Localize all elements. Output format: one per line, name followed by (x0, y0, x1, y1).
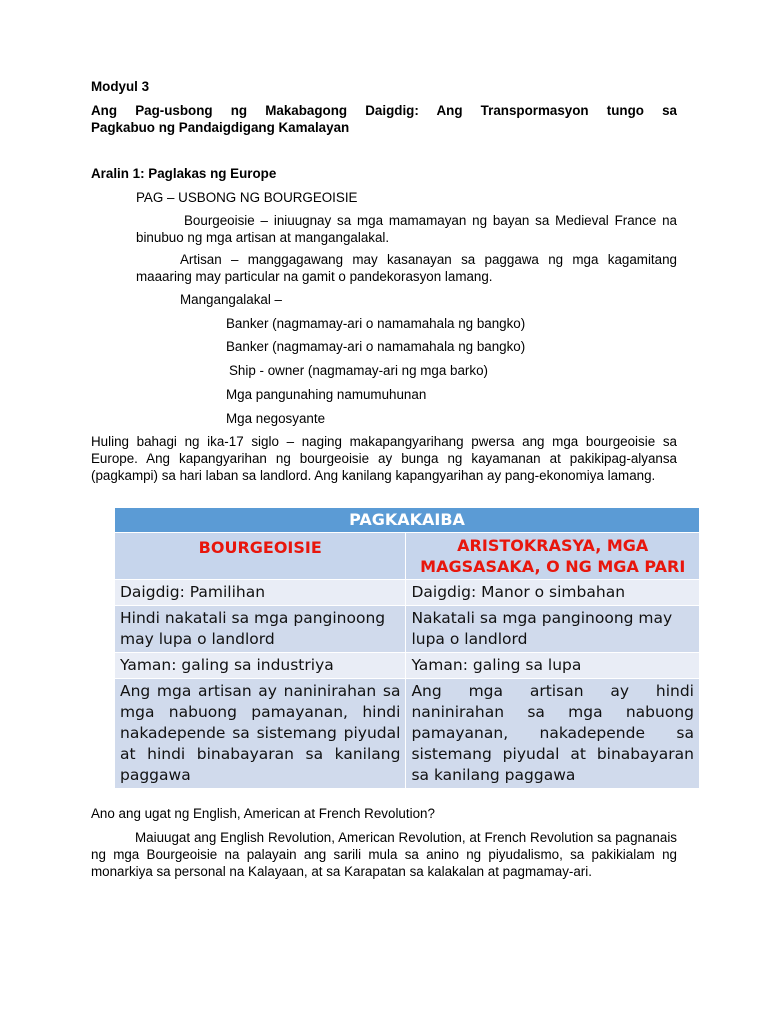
artisan-definition: Artisan – manggagawang may kasanayan sa paggawa ng mga kagamitang maaaring may particular na gamit o pandekorasyon lamang. (136, 252, 677, 284)
column-header-bourgeoisie: BOURGEOISIE (115, 533, 406, 580)
table-cell: Nakatali sa mga panginoong may lupa o landlord (406, 606, 700, 653)
table-cell: Ang mga artisan ay hindi naninirahan sa mga nabuong pamayanan, nakadepende sa sistemang piyudal at binabayaran sa kanilang paggawa (406, 679, 700, 789)
section-heading: PAG – USBONG NG BOURGEOISIE (136, 190, 358, 205)
mangangalakal-item: Mga pangunahing namumuhunan (226, 387, 427, 402)
mangangalakal-item: Banker (nagmamay-ari o namamahala ng bangko) (226, 316, 526, 331)
question-text: Ano ang ugat ng English, American at French Revolution? (91, 806, 435, 821)
table-row (115, 580, 700, 606)
table-cell: Hindi nakatali sa mga panginoong may lupa o landlord (115, 606, 406, 653)
table-cell: Yaman: galing sa lupa (406, 653, 700, 679)
table-cell: Ang mga artisan ay naninirahan sa mga nabuong pamayanan, hindi nakadepende sa sistemang piyudal at hindi binabayaran sa kanilang paggawa (115, 679, 406, 789)
module-label: Modyul 3 (91, 79, 150, 94)
table-row (115, 606, 700, 653)
bourgeoisie-definition: Bourgeoisie – iniuugnay sa mga mamamayan ng bayan sa Medieval France na binubuo ng mga artisan at mangangalakal. (136, 213, 677, 245)
table-header-row (115, 533, 700, 580)
answer-paragraph: Maiuugat ang English Revolution, American Revolution, at French Revolution sa pagnanais ng mga Bourgeoisie na palayain ang sarili mula sa anino ng piyudalismo, sa pakikialam ng monarkiya sa personal na Kalayaan, at sa Karapatan sa kalakalan at pagmamay-ari. (91, 830, 677, 879)
mangangalakal-item: Ship - owner (nagmamay-ari ng mga barko) (229, 363, 488, 378)
table-title-row (115, 508, 700, 533)
mangangalakal-item: Banker (nagmamay-ari o namamahala ng bangko) (226, 339, 526, 354)
table-title: PAGKAKAIBA (115, 508, 700, 533)
column-header-aristokrasya: ARISTOKRASYA, MGA MAGSASAKA, O NG MGA PARI (406, 533, 700, 580)
mangangalakal-item: Mga negosyante (226, 411, 326, 426)
table-row (115, 653, 700, 679)
lesson-title: Aralin 1: Paglakas ng Europe (91, 166, 277, 181)
paragraph-huling-bahagi: Huling bahagi ng ika-17 siglo – naging makapangyarihang pwersa ang mga bourgeoisie sa Europe. Ang kapangyarihan ng bourgeoisie ay bunga ng kayamanan at pakikipag-alyansa (pagkampi) sa hari laban sa landlord. Ang kanilang kapangyarihan ay pang-ekonomiya lamang. (91, 434, 677, 483)
table-cell: Daigdig: Manor o simbahan (406, 580, 700, 606)
main-title-line1: Ang Pag-usbong ng Makabagong Daigdig: Ang Transpormasyon tungo sa (91, 103, 677, 118)
comparison-table (114, 507, 700, 789)
table-cell: Daigdig: Pamilihan (115, 580, 406, 606)
table-cell: Yaman: galing sa industriya (115, 653, 406, 679)
main-title-line2: Pagkabuo ng Pandaigdigang Kamalayan (91, 120, 350, 135)
mangangalakal-label: Mangangalakal – (180, 292, 282, 307)
table-row (115, 679, 700, 789)
